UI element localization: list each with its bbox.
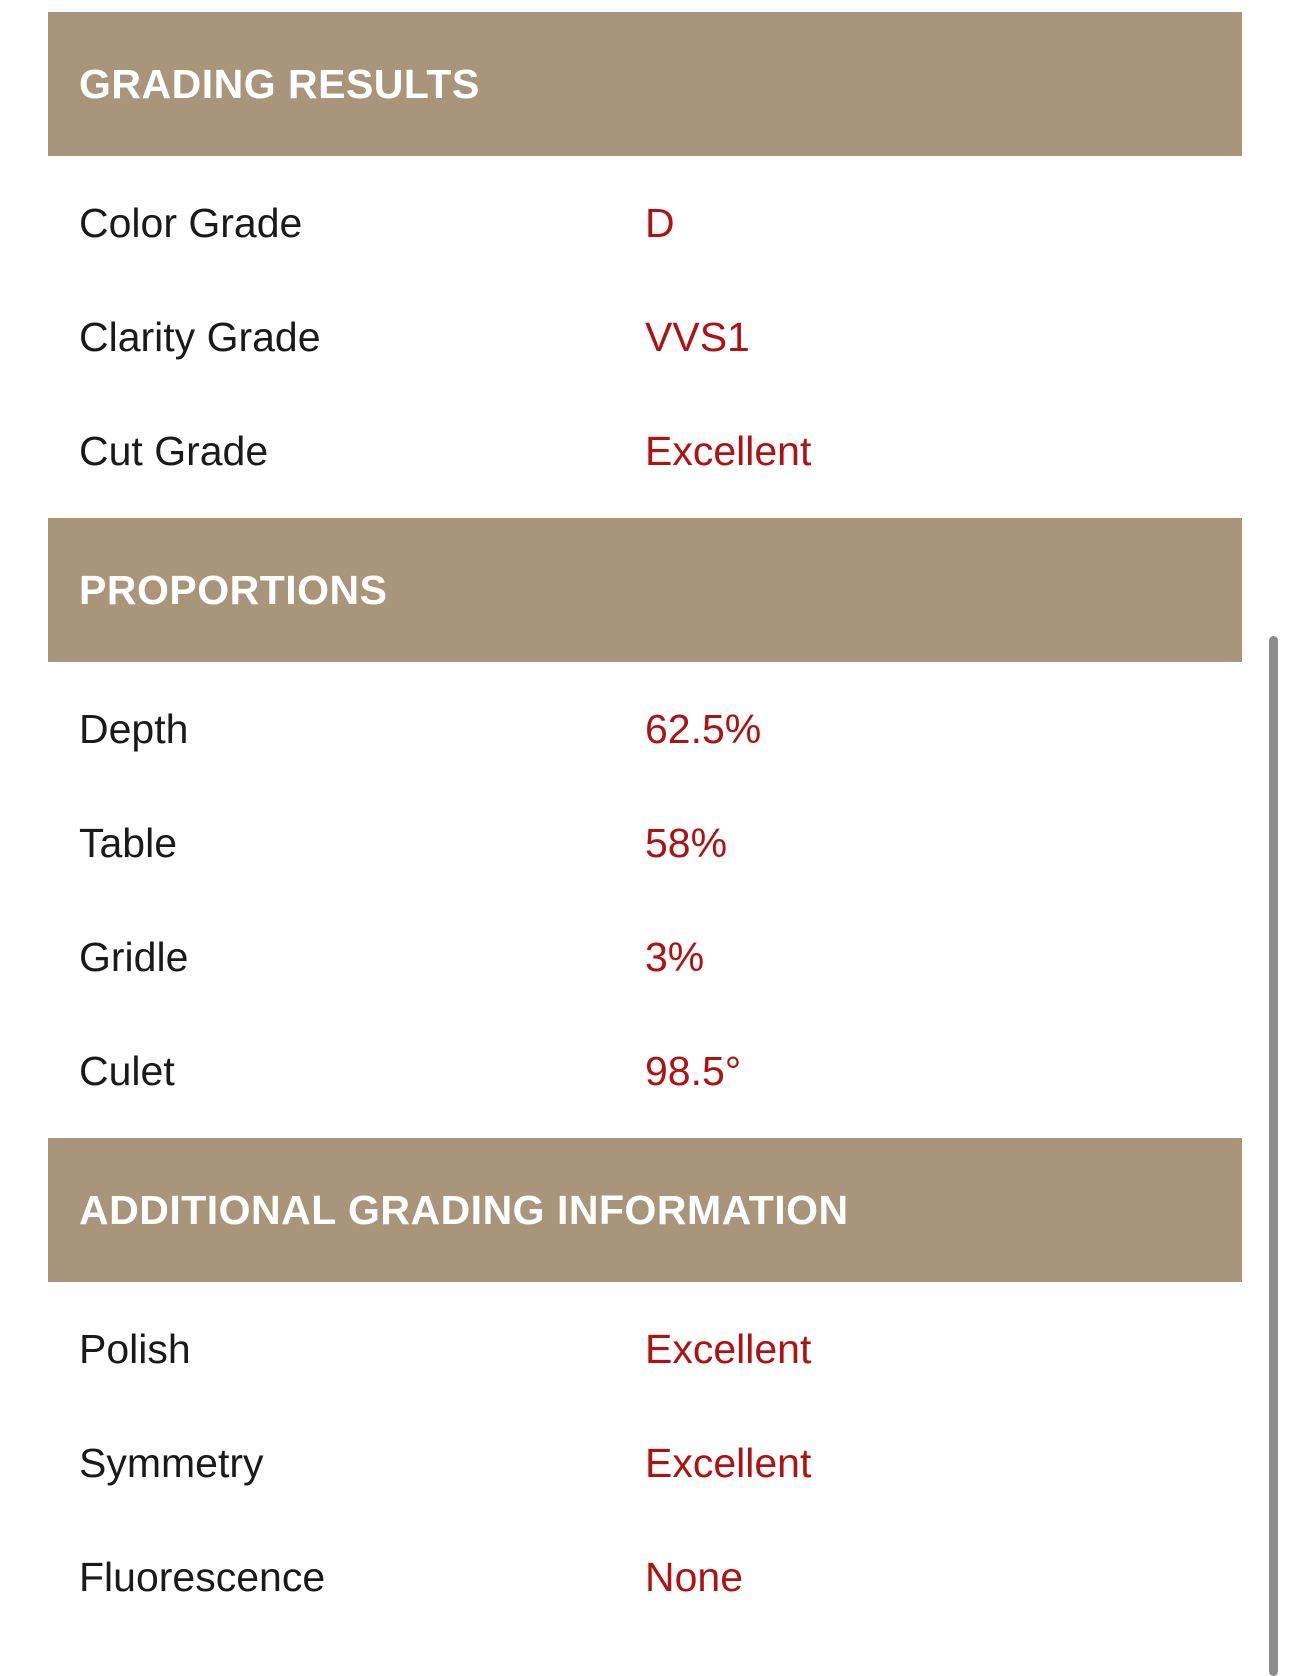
row-fluorescence: [48, 1520, 1242, 1634]
scrollbar-thumb[interactable]: [1269, 636, 1278, 1676]
row-label: Clarity Grade: [79, 313, 321, 360]
row-value: None: [645, 1553, 744, 1600]
proportions-list: [48, 662, 1242, 1138]
section-title: ADDITIONAL GRADING INFORMATION: [79, 1186, 849, 1233]
row-clarity-grade: [48, 280, 1242, 394]
row-label: Symmetry: [79, 1439, 264, 1486]
section-header-proportions: [48, 518, 1242, 662]
section-header-additional-grading-information: [48, 1138, 1242, 1282]
row-value: 98.5°: [645, 1047, 742, 1094]
section-title: GRADING RESULTS: [79, 60, 480, 107]
additional-grading-list: [48, 1282, 1242, 1644]
row-value: 3%: [645, 933, 705, 980]
row-value: 62.5%: [645, 705, 762, 752]
section-header-grading-results: [48, 12, 1242, 156]
row-value: Excellent: [645, 1439, 812, 1486]
row-depth: [48, 672, 1242, 786]
row-label: Polish: [79, 1325, 191, 1372]
row-label: Culet: [79, 1047, 175, 1094]
row-label: Color Grade: [79, 199, 303, 246]
row-value: D: [645, 199, 675, 246]
row-color-grade: [48, 166, 1242, 280]
row-value: 58%: [645, 819, 728, 866]
row-value: Excellent: [645, 427, 812, 474]
row-label: Gridle: [79, 933, 189, 980]
row-value: VVS1: [645, 313, 750, 360]
row-label: Depth: [79, 705, 189, 752]
section-title: PROPORTIONS: [79, 566, 388, 613]
grading-report: [48, 12, 1242, 1644]
row-label: Cut Grade: [79, 427, 269, 474]
row-gridle: [48, 900, 1242, 1014]
row-table: [48, 786, 1242, 900]
row-label: Fluorescence: [79, 1553, 326, 1600]
row-culet: [48, 1014, 1242, 1128]
row-symmetry: [48, 1406, 1242, 1520]
row-label: Table: [79, 819, 178, 866]
vertical-scrollbar[interactable]: [1266, 636, 1280, 1676]
grading-results-list: [48, 156, 1242, 518]
row-value: Excellent: [645, 1325, 812, 1372]
row-cut-grade: [48, 394, 1242, 508]
row-polish: [48, 1292, 1242, 1406]
